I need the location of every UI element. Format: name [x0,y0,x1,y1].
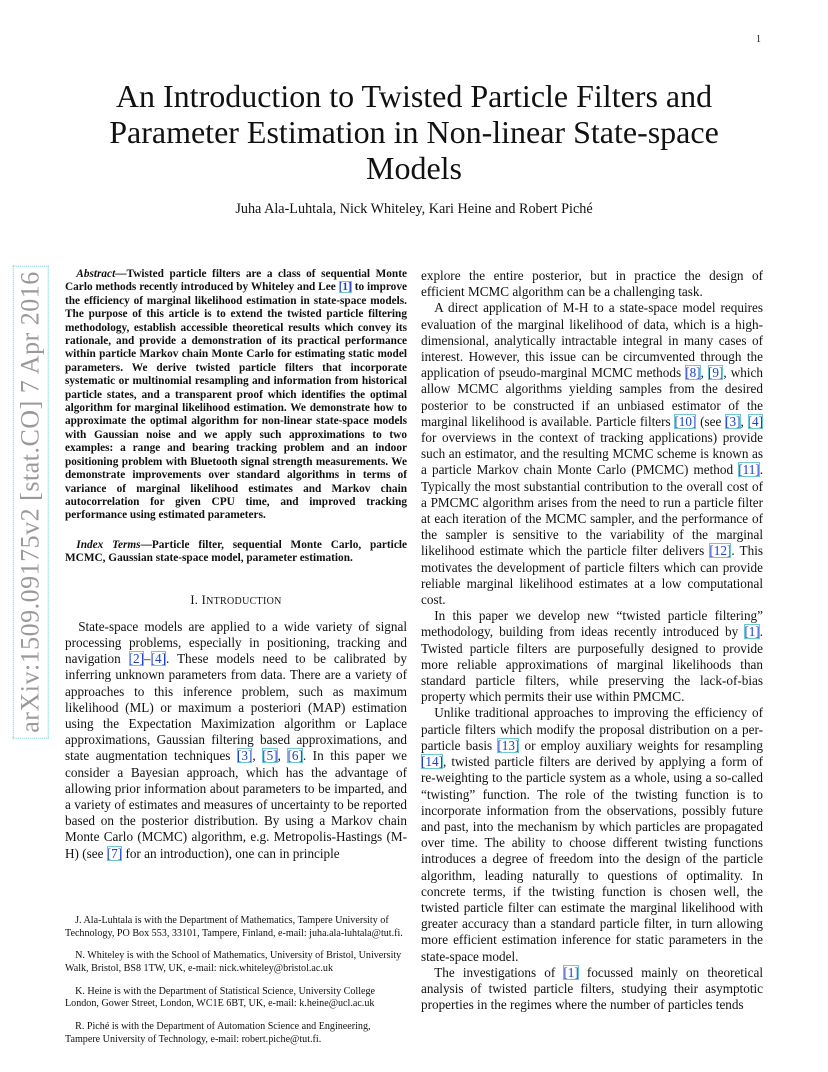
footnote: J. Ala-Luhtala is with the Department of Mathematics, Tampere University of Technology, PO Box 553, 33101, Tampere, Finland, e-mail: juha.ala-luhtala@tut.fi. [65,915,403,939]
citation-link[interactable]: [14] [421,754,443,770]
abstract: Abstract—Twisted particle filters are a class of sequential Monte Carlo methods recently introduced by Whiteley and Lee [1] to improve the efficiency of marginal likelihood estimation in state-space models. The purpose of this article is to extend the twisted particle filtering methodology, establish accessible theoretical results which convey its rationale, and provide a demonstration of its practical performance within particle Markov chain Monte Carlo for estimating static model parameters. We derive twisted particle filters that incorporate systematic or multinomial resampling and information from historical particle states, and a transparent proof which identifies the optimal algorithm for marginal likelihood estimation. We demonstrate how to approximate the optimal algorithm for non-linear state-space models with Gaussian noise and we apply such approximations to two examples: a range and bearing tracking problem and an indoor positioning problem with Bluetooth signal strength measurements. We demonstrate improvements over standard algorithms in terms of variance of marginal likelihood estimates and Markov chain autocorrelation for given CPU time, and improved tracking performance using estimated parameters. [65,268,407,522]
title-line: Parameter Estimation in Non-linear State-space [109,114,719,150]
citation-link[interactable]: [12] [709,543,732,559]
left-column [65,268,407,862]
citation-link[interactable]: [1] [744,624,760,640]
citation-link[interactable]: [3] [236,748,253,764]
title-line: An Introduction to Twisted Particle Filters and [115,78,713,114]
abstract-label: Abstract [76,268,116,280]
footnote: K. Heine is with the Department of Statistical Science, University College London, Gower Street, London, WC1E 6BT, UK, e-mail: k.heine@ucl.ac.uk [65,985,376,1010]
citation-link[interactable]: [13] [497,737,520,753]
arxiv-stamp[interactable] [16,262,46,742]
citation-link[interactable]: [8] [685,365,701,381]
body-paragraph: Unlike traditional approaches to improving the efficiency of particle filters which modify the proposal distribution on a per-particle basis [13] or employ auxiliary weights for resampling [14], twisted particle filters are derived by applying a form of re-weighting to the particle system as a whole, using a so-called “twisting” function. The role of the twisting function is to incorporate information from the observations, possibly future and past, into the mechanism by which particles are propagated over time. The ability to choose different twisting functions introduces a degree of freedom into the design of the particle algorithm, leading naturally to questions of optimality. In concrete terms, if the twisting function is chosen well, the twisted particle filter can estimate the marginal likelihood with greater accuracy than a standard particle filter, in turn allowing more efficient estimation inference for static parameters in the state-space model. [421,705,763,964]
citation-link[interactable]: [4] [150,651,166,667]
citation-link[interactable]: [9] [707,365,724,381]
right-column [421,268,763,1013]
citation-link[interactable]: [11] [738,462,760,478]
citation-link[interactable]: [10] [674,413,697,429]
citation-link[interactable]: [1] [338,281,352,294]
intro-paragraph: State-space models are applied to a wide variety of signal processing problems, especially in positioning, tracking and navigation [2]–[4]. These models need to be calibrated by inferring unknown parameters from data. There are a variety of approaches to this inference problem, such as maximum likelihood (ML) or maximum a posteriori (MAP) estimation using the Expectation Maximization algorithm or Laplace approximations, Gaussian filtering based approximations, and state augmentation techniques [3], [5], [6]. In this paper we consider a Bayesian approach, which has the advantage of allowing prior information about parameters to be imparted, and a variety of estimates and measures of uncertainty to be reported based on the posterior distribution. By using a Markov chain Monte Carlo (MCMC) algorithm, e.g. Metropolis-Hastings (M-H) (see [7] for an introduction), one can in principle [65,618,408,861]
body-paragraph: In this paper we develop new “twisted particle filtering” methodology, building from ideas recently introduced by [1]. Twisted particle filters are purposefully designed to provide more reliable approximations of marginal likelihoods than standard particle filters, while preserving the lack-of-bias property which permits their use within PMCMC. [421,608,763,705]
index-terms: Index Terms—Particle filter, sequential Monte Carlo, particle MCMC, Gaussian state-space model, parameter estimation. [65,538,407,565]
title-line: Models [366,150,462,186]
body-paragraph: explore the entire posterior, but in practice the design of efficient MCMC algorithm can be a challenging task. [421,268,763,300]
author-list: Juha Ala-Luhtala, Nick Whiteley, Kari Heine and Robert Piché [235,201,593,217]
paper-title [60,78,768,186]
citation-link[interactable]: [2] [128,651,144,667]
footnote: R. Piché is with the Department of Automation Science and Engineering, Tampere University of Technology, e-mail: robert.piche@tut.fi. [65,1020,371,1045]
body-paragraph: The investigations of [1] focussed mainly on theoretical analysis of twisted particle filters, studying their asymptotic properties in the regimes where the number of particles tends [421,964,763,1013]
citation-link[interactable]: [5] [262,748,278,764]
footnote: N. Whiteley is with the School of Mathematics, University of Bristol, University Walk, Bristol, BS8 1TW, UK, e-mail: nick.whiteley@bristol.ac.uk [65,950,402,974]
body-paragraph: A direct application of M-H to a state-space model requires evaluation of the marginal likelihood of data, which is a high-dimensional, analytically intractable integral in many cases of interest. However, this issue can be circumvented through the application of pseudo-marginal MCMC methods [8], [9], which allow MCMC algorithms yielding samples from the desired posterior to be constructed if an unbiased estimator of the marginal likelihood is available. Particle filters [10] (see [3], [4] for overviews in the context of tracking applications) provide such an estimator, and the resulting MCMC scheme is known as a particle Markov chain Monte Carlo (PMCMC) method [11]. Typically the most substantial contribution to the overall cost of a PMCMC algorithm arises from the need to run a particle filter at each iteration of the MCMC sampler, and the performance of the sampler is sensitive to the variability of the marginal likelihood estimate which the particle filter delivers [12]. This motivates the development of particle filters which can provide reliable marginal likelihood estimates at a low computational cost. [421,300,763,608]
arxiv-stamp-text: arXiv:1509.09175v2 [stat.CO] 7 Apr 2016 [16,268,46,735]
page-number: 1 [756,34,761,45]
citation-link[interactable]: [1] [563,964,579,980]
citation-link[interactable]: [7] [106,845,123,861]
section-heading: I. INTRODUCTION [190,592,282,607]
index-terms-label: Index Terms [76,538,141,551]
citation-link[interactable]: [6] [287,748,303,764]
citation-link[interactable]: [4] [747,413,763,429]
footnotes [65,905,407,1056]
citation-link[interactable]: [3] [725,413,741,429]
